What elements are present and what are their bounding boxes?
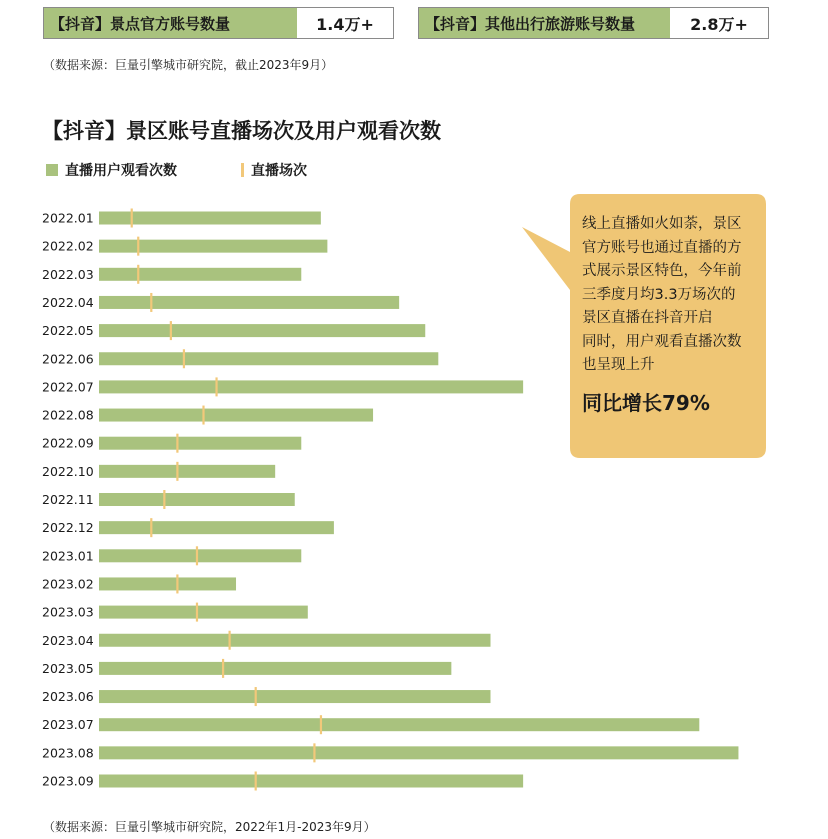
bar-views xyxy=(99,296,399,309)
category-label: 2023.06 xyxy=(42,689,94,705)
category-label: 2023.09 xyxy=(42,773,94,789)
legend-label-sessions: 直播场次 xyxy=(251,163,307,179)
bar-views xyxy=(99,493,295,506)
bar-views xyxy=(99,521,334,534)
tick-sessions xyxy=(196,603,198,622)
category-label: 2022.01 xyxy=(42,210,94,226)
category-label: 2022.07 xyxy=(42,379,94,395)
bar-views xyxy=(99,409,373,422)
tick-sessions xyxy=(196,546,198,565)
bar-views xyxy=(99,718,699,731)
category-label: 2022.02 xyxy=(42,238,94,254)
bottom-source-note: （数据来源：巨量引擎城市研究院，2022年1月-2023年9月） xyxy=(43,820,376,834)
tick-sessions xyxy=(255,687,257,706)
category-label: 2023.01 xyxy=(42,548,94,564)
callout-paragraph-2: 同时，用户观看直播次数也呈现上升 xyxy=(582,333,742,373)
bar-views xyxy=(99,437,301,450)
tick-sessions xyxy=(150,518,152,537)
bar-views xyxy=(99,577,236,590)
bar-views xyxy=(99,324,425,337)
tick-sessions xyxy=(229,631,231,650)
tick-sessions xyxy=(183,349,185,368)
category-label: 2022.05 xyxy=(42,323,94,339)
bar-views xyxy=(99,380,523,393)
bar-views xyxy=(99,268,301,281)
category-label: 2022.08 xyxy=(42,407,94,423)
category-label: 2022.06 xyxy=(42,351,94,367)
stat-label: 【抖音】景点官方账号数量 xyxy=(44,8,297,38)
tick-sessions xyxy=(176,434,178,453)
callout-text xyxy=(582,213,750,415)
tick-sessions xyxy=(176,462,178,481)
legend-label-views: 直播用户观看次数 xyxy=(65,163,177,179)
category-label: 2022.10 xyxy=(42,463,94,479)
stat-value: 2.8万+ xyxy=(690,14,748,34)
bar-views xyxy=(99,352,438,365)
tick-sessions xyxy=(313,743,315,762)
tick-sessions xyxy=(137,237,139,256)
category-label: 2023.07 xyxy=(42,717,94,733)
callout-box xyxy=(520,194,766,458)
category-label: 2023.04 xyxy=(42,632,94,648)
tick-sessions xyxy=(131,209,133,228)
category-label: 2023.02 xyxy=(42,576,94,592)
bar-views xyxy=(99,634,491,647)
category-label: 2022.11 xyxy=(42,492,94,507)
category-label: 2022.12 xyxy=(42,520,94,536)
chart-title: 【抖音】景区账号直播场次及用户观看次数 xyxy=(42,119,441,143)
tick-sessions xyxy=(215,377,217,396)
tick-sessions xyxy=(176,574,178,593)
tick-sessions xyxy=(163,490,165,509)
bar-views xyxy=(99,549,301,562)
callout-highlight: 同比增长79% xyxy=(582,390,710,415)
category-label: 2022.03 xyxy=(42,266,94,282)
bar-views xyxy=(99,662,451,675)
top-source-note: （数据来源：巨量引擎城市研究院，截止2023年9月） xyxy=(43,58,334,72)
bar-views xyxy=(99,746,738,759)
callout-paragraph-1: 线上直播如火如荼，景区官方账号也通过直播的方式展示景区特色，今年前三季度月均3.3万场次的景区直播在抖音开启 xyxy=(582,216,742,326)
tick-sessions xyxy=(222,659,224,678)
bar-views xyxy=(99,690,491,703)
bar-views xyxy=(99,465,275,478)
tick-sessions xyxy=(170,321,172,340)
tick-sessions xyxy=(202,406,204,425)
category-label: 2022.04 xyxy=(42,294,94,310)
stat-value: 1.4万+ xyxy=(316,14,374,34)
bar-views xyxy=(99,606,308,619)
bar-views xyxy=(99,775,523,788)
tick-sessions xyxy=(137,265,139,284)
bar-views xyxy=(99,240,327,253)
category-label: 2023.03 xyxy=(42,604,94,620)
category-label: 2022.09 xyxy=(42,435,94,451)
category-label: 2023.05 xyxy=(42,660,94,676)
category-label: 2023.08 xyxy=(42,745,94,761)
stat-label: 【抖音】其他出行旅游账号数量 xyxy=(419,8,670,38)
tick-sessions xyxy=(320,715,322,734)
tick-sessions xyxy=(255,772,257,791)
tick-sessions xyxy=(150,293,152,312)
